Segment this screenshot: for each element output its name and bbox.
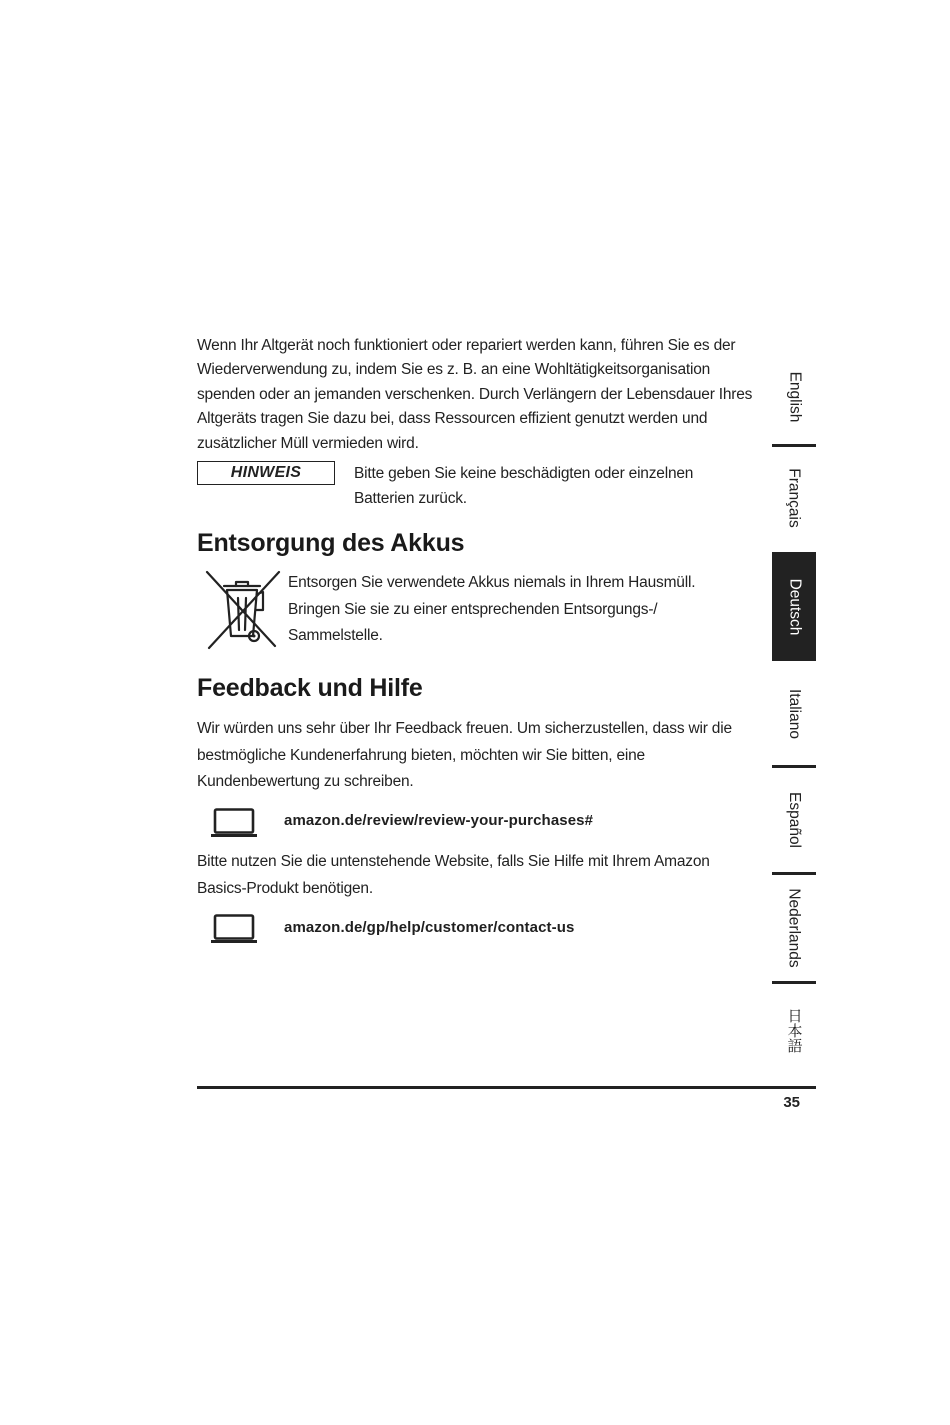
lang-tab-francais[interactable]: Français — [786, 468, 803, 528]
battery-heading: Entsorgung des Akkus — [197, 529, 465, 557]
lang-tab-japanese[interactable]: 日本語 — [785, 1007, 803, 1053]
note-text: Bitte geben Sie keine beschädigten oder einzelnen Batterien zurück. — [354, 465, 694, 507]
lang-tab-nederlands[interactable]: Nederlands — [786, 888, 803, 968]
lang-tab-divider — [772, 981, 816, 984]
feedback-heading: Feedback und Hilfe — [197, 674, 423, 702]
feedback-text: Wir würden uns sehr über Ihr Feedback freuen. Um sicherzustellen, dass wir die bestmögliche Kundenerfahrung bieten, möchten wir Sie bitten, eine Kundenbewertung zu schreiben. — [197, 720, 732, 790]
note-label-box — [197, 461, 335, 485]
intro-paragraph: Wenn Ihr Altgerät noch funktioniert oder repariert werden kann, führen Sie es der Wiederverwendung zu, indem Sie es z. B. an eine Wohltätigkeitsorganisation spenden oder an jemanden verschenken. Durch Verlängern der Lebensdauer Ihres Altgeräts tragen Sie dazu bei, dass Ressourcen effizient genutzt werden und zusätzlicher Müll vermieden wird. — [197, 337, 753, 452]
lang-tab-english[interactable]: English — [786, 371, 803, 423]
laptop-icon — [210, 808, 258, 838]
page-number: 35 — [783, 1094, 800, 1111]
note-label: HINWEIS — [230, 464, 302, 481]
lang-tab-espanol[interactable]: Español — [786, 791, 804, 849]
laptop-icon — [210, 914, 258, 944]
battery-disposal-text: Entsorgen Sie verwendete Akkus niemals in Ihrem Hausmüll. Bringen Sie sie zu einer entsprechenden Entsorgungs-/ Sammelstelle. — [288, 574, 696, 645]
lang-tab-deutsch[interactable]: Deutsch — [772, 552, 816, 661]
crossed-out-wheelie-bin-icon — [203, 570, 281, 652]
help-link[interactable]: amazon.de/gp/help/customer/contact-us — [284, 919, 575, 936]
review-link[interactable]: amazon.de/review/review-your-purchases# — [284, 812, 594, 829]
footer-rule — [197, 1086, 816, 1089]
help-text: Bitte nutzen Sie die untenstehende Website, falls Sie Hilfe mit Ihrem Amazon Basics-Produkt benötigen. — [197, 853, 710, 897]
lang-tab-divider — [772, 444, 816, 447]
lang-tab-italiano[interactable]: Italiano — [786, 689, 804, 739]
